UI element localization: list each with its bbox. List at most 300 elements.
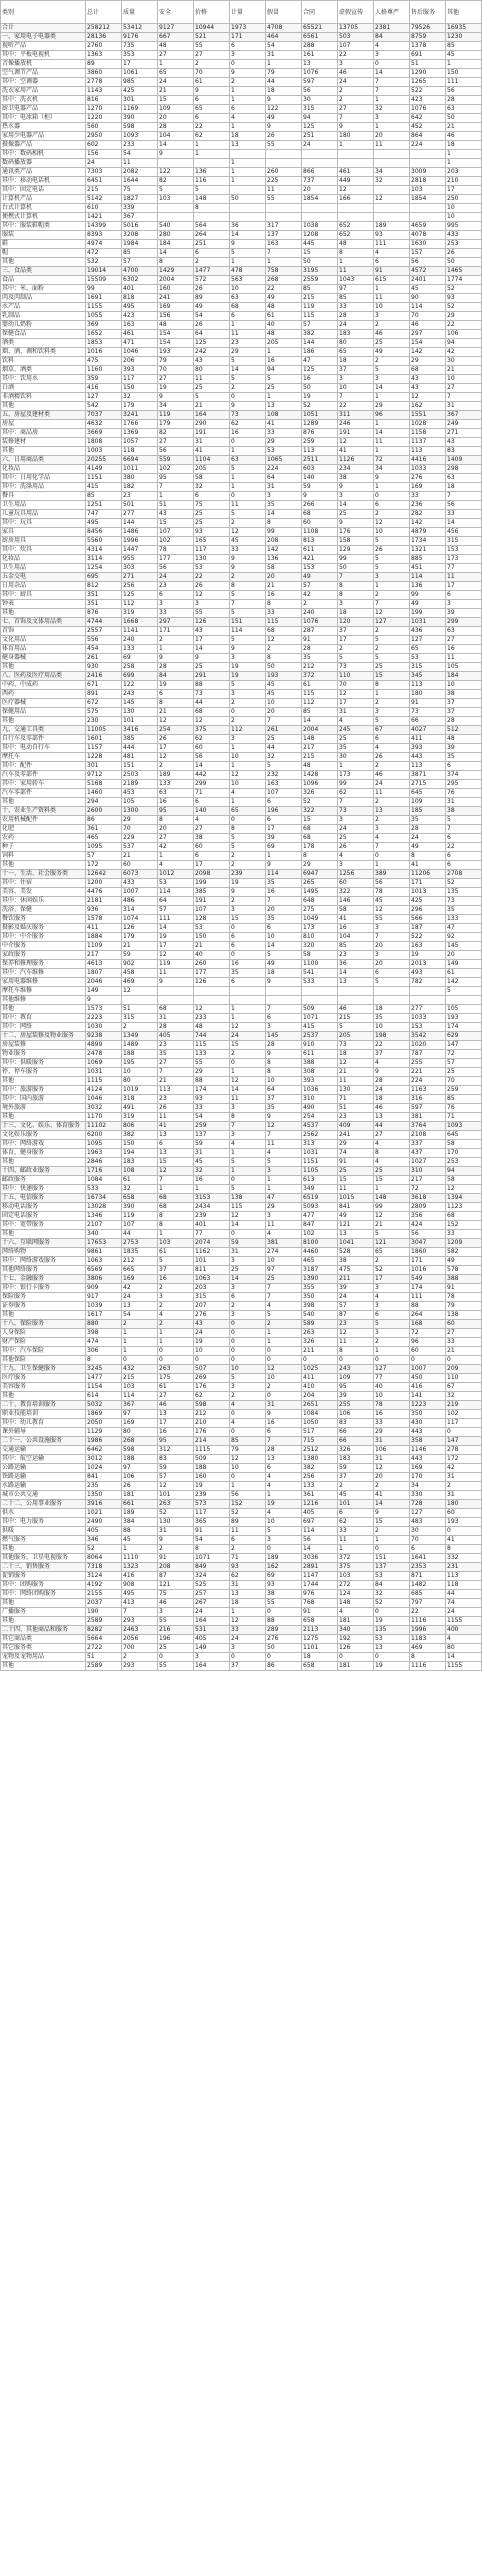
value-cell: 16 <box>266 1419 302 1428</box>
value-cell: 183 <box>338 1455 374 1464</box>
value-cell: 61 <box>446 969 482 978</box>
value-cell: 55 <box>158 1662 194 1671</box>
value-cell: 1808 <box>86 438 122 447</box>
value-cell: 5 <box>158 186 194 195</box>
value-cell: 2082 <box>122 168 158 177</box>
value-cell: 61 <box>158 1383 194 1392</box>
value-cell: 106 <box>446 330 482 339</box>
value-cell: 102 <box>158 465 194 474</box>
value-cell: 532 <box>86 258 122 267</box>
value-cell: 62 <box>230 1572 266 1581</box>
value-cell: 133 <box>194 1050 230 1059</box>
value-cell: 26 <box>374 546 410 555</box>
value-cell: 909 <box>86 1284 122 1293</box>
value-cell: 322 <box>302 807 338 816</box>
value-cell: 1151 <box>302 1158 338 1167</box>
value-cell: 326 <box>302 789 338 798</box>
value-cell: 0 <box>338 1653 374 1662</box>
value-cell: 73 <box>230 411 266 420</box>
value-cell: 3208 <box>122 231 158 240</box>
value-cell: 27 <box>158 51 194 60</box>
table-row <box>1 1023 482 1032</box>
table-row <box>1 456 482 465</box>
table-row <box>1 510 482 519</box>
value-cell: 85 <box>446 1095 482 1104</box>
value-cell: 3 <box>230 51 266 60</box>
value-cell: 282 <box>410 510 446 519</box>
value-cell: 112 <box>302 699 338 708</box>
table-row <box>1 1635 482 1644</box>
table-row <box>1 519 482 528</box>
value-cell: 37 <box>446 708 482 717</box>
value-cell: 212 <box>122 1257 158 1266</box>
value-cell: 138 <box>446 1311 482 1320</box>
value-cell: 108 <box>122 1167 158 1176</box>
value-cell: 1369 <box>122 429 158 438</box>
value-cell: 27 <box>194 51 230 60</box>
value-cell: 87 <box>158 1572 194 1581</box>
value-cell: 29 <box>410 357 446 366</box>
table-row <box>1 1509 482 1518</box>
value-cell: 11102 <box>86 1122 122 1131</box>
value-cell: 208 <box>158 1563 194 1572</box>
value-cell: 52 <box>446 285 482 294</box>
value-cell: 2 <box>230 384 266 393</box>
value-cell: 1 <box>266 852 302 861</box>
row-category-cell: 合计 <box>1 24 86 33</box>
row-category-cell: 其中：炊具 <box>1 546 86 555</box>
row-category-cell: 其他网络服务 <box>1 1266 86 1275</box>
value-cell: 27 <box>446 384 482 393</box>
row-category-cell: 其中：平板电视机 <box>1 51 86 60</box>
value-cell: 27 <box>158 834 194 843</box>
row-category-cell: 其中：电动自行车 <box>1 744 86 753</box>
value-cell: 40 <box>194 951 230 960</box>
value-cell: 54 <box>194 1113 230 1122</box>
value-cell: 1289 <box>302 420 338 429</box>
value-cell: 315 <box>302 105 338 114</box>
value-cell: 7 <box>374 87 410 96</box>
value-cell: 3 <box>266 1536 302 1545</box>
value-cell: 6 <box>446 834 482 843</box>
value-cell: 4460 <box>302 1248 338 1257</box>
value-cell: 51 <box>86 1653 122 1662</box>
value-cell: 102 <box>302 1230 338 1239</box>
value-cell: 910 <box>302 1041 338 1050</box>
value-cell: 191 <box>338 429 374 438</box>
value-cell: 5 <box>338 654 374 663</box>
row-category-cell: 其中：固定电话 <box>1 186 86 195</box>
value-cell: 3 <box>158 1608 194 1617</box>
value-cell: 135 <box>446 888 482 897</box>
column-header: 合同 <box>302 1 338 24</box>
value-cell: 315 <box>410 663 446 672</box>
value-cell: 1854 <box>302 195 338 204</box>
value-cell: 23 <box>122 492 158 501</box>
value-cell: 51 <box>410 60 446 69</box>
value-cell: 0 <box>230 1473 266 1482</box>
value-cell: 2037 <box>86 1599 122 1608</box>
value-cell: 1350 <box>86 1491 122 1500</box>
value-cell: 73 <box>338 807 374 816</box>
value-cell: 3 <box>230 1311 266 1320</box>
value-cell <box>266 996 302 1005</box>
value-cell: 185 <box>410 807 446 816</box>
value-cell: 4 <box>266 1302 302 1311</box>
value-cell: 78 <box>374 1401 410 1410</box>
value-cell: 17 <box>158 744 194 753</box>
value-cell: 2 <box>302 600 338 609</box>
value-cell: 3114 <box>86 555 122 564</box>
value-cell: 49 <box>374 348 410 357</box>
value-cell: 2818 <box>410 177 446 186</box>
value-cell: 56 <box>230 1491 266 1500</box>
value-cell: 203 <box>194 1284 230 1293</box>
value-cell: 597 <box>410 1104 446 1113</box>
value-cell: 22 <box>410 1608 446 1617</box>
table-row <box>1 1239 482 1248</box>
value-cell: 7 <box>266 1131 302 1140</box>
value-cell: 955 <box>122 555 158 564</box>
value-cell: 4899 <box>86 1041 122 1050</box>
value-cell: 41 <box>158 1122 194 1131</box>
value-cell: 2463 <box>122 1626 158 1635</box>
value-cell: 171 <box>410 879 446 888</box>
table-row <box>1 1176 482 1185</box>
value-cell: 42 <box>158 843 194 852</box>
value-cell: 661 <box>122 1500 158 1509</box>
value-cell: 102 <box>446 1410 482 1419</box>
value-cell: 264 <box>410 1311 446 1320</box>
value-cell: 3 <box>194 1653 230 1662</box>
value-cell: 1827 <box>122 195 158 204</box>
value-cell: 171 <box>410 1257 446 1266</box>
value-cell: 125 <box>122 591 158 600</box>
value-cell <box>410 987 446 996</box>
value-cell: 5 <box>374 978 410 987</box>
value-cell: 6200 <box>86 1131 122 1140</box>
table-row <box>1 1356 482 1365</box>
value-cell: 31 <box>374 1455 410 1464</box>
value-cell: 471 <box>122 339 158 348</box>
value-cell: 99 <box>86 285 122 294</box>
value-cell: 1041 <box>338 1239 374 1248</box>
value-cell: 1043 <box>338 276 374 285</box>
table-row <box>1 699 482 708</box>
value-cell: 99 <box>374 1203 410 1212</box>
value-cell: 32 <box>194 1167 230 1176</box>
table-row <box>1 1149 482 1158</box>
value-cell: 70 <box>338 681 374 690</box>
value-cell: 26 <box>158 1104 194 1113</box>
value-cell: 7303 <box>86 168 122 177</box>
value-cell: 31 <box>230 1581 266 1590</box>
value-cell: 5 <box>194 186 230 195</box>
value-cell <box>302 204 338 213</box>
value-cell: 3 <box>446 600 482 609</box>
value-cell: 2 <box>230 519 266 528</box>
value-cell: 26 <box>266 132 302 141</box>
value-cell: 891 <box>86 690 122 699</box>
value-cell: 3 <box>230 1284 266 1293</box>
row-category-cell: 促销服务 <box>1 1572 86 1581</box>
value-cell: 330 <box>410 1491 446 1500</box>
value-cell: 110 <box>446 1374 482 1383</box>
value-cell: 217 <box>86 951 122 960</box>
value-cell: 126 <box>194 978 230 987</box>
value-cell: 0 <box>446 1428 482 1437</box>
row-category-cell: 中药、中成药 <box>1 681 86 690</box>
value-cell: 6 <box>374 969 410 978</box>
value-cell: 114 <box>302 1527 338 1536</box>
table-row <box>1 114 482 123</box>
value-cell: 1046 <box>122 348 158 357</box>
value-cell: 32 <box>374 105 410 114</box>
value-cell: 12 <box>374 609 410 618</box>
value-cell: 5032 <box>86 1401 122 1410</box>
value-cell: 52 <box>302 402 338 411</box>
row-category-cell: 卫生用品 <box>1 501 86 510</box>
value-cell: 31 <box>446 402 482 411</box>
value-cell: 1 <box>158 1230 194 1239</box>
value-cell: 461 <box>122 330 158 339</box>
value-cell: 491 <box>122 1104 158 1113</box>
value-cell: 5 <box>446 816 482 825</box>
value-cell: 210 <box>446 177 482 186</box>
value-cell: 1146 <box>410 1446 446 1455</box>
table-row <box>1 1077 482 1086</box>
table-row <box>1 1518 482 1527</box>
value-cell: 56 <box>302 1536 338 1545</box>
table-row <box>1 276 482 285</box>
value-cell: 146 <box>338 897 374 906</box>
value-cell <box>230 150 266 159</box>
value-cell: 27 <box>194 825 230 834</box>
value-cell: 241 <box>338 1131 374 1140</box>
value-cell: 113 <box>158 1086 194 1095</box>
value-cell: 415 <box>86 483 122 492</box>
value-cell: 4 <box>266 1230 302 1239</box>
value-cell: 509 <box>194 1455 230 1464</box>
value-cell: 88 <box>122 1527 158 1536</box>
value-cell: 35 <box>410 816 446 825</box>
value-cell: 62 <box>230 420 266 429</box>
value-cell: 153 <box>302 564 338 573</box>
value-cell: 31 <box>194 438 230 447</box>
value-cell: 319 <box>122 609 158 618</box>
value-cell: 46 <box>374 771 410 780</box>
value-cell <box>302 987 338 996</box>
value-cell: 2434 <box>194 1203 230 1212</box>
value-cell: 19 <box>158 933 194 942</box>
table-row <box>1 312 482 321</box>
table-row <box>1 789 482 798</box>
value-cell: 8 <box>374 1149 410 1158</box>
table-row <box>1 1410 482 1419</box>
value-cell: 21 <box>446 123 482 132</box>
value-cell: 23 <box>338 951 374 960</box>
value-cell: 6302 <box>122 276 158 285</box>
value-cell: 3 <box>374 312 410 321</box>
value-cell: 8 <box>302 852 338 861</box>
value-cell: 16 <box>266 357 302 366</box>
value-cell: 19 <box>194 1338 230 1347</box>
value-cell: 315 <box>446 537 482 546</box>
value-cell: 65 <box>194 105 230 114</box>
value-cell: 259 <box>194 1122 230 1131</box>
value-cell: 67 <box>446 1383 482 1392</box>
value-cell: 388 <box>446 1275 482 1284</box>
value-cell: 0 <box>230 1347 266 1356</box>
row-category-cell: 其中：快递服务 <box>1 1185 86 1194</box>
value-cell: 33 <box>194 1104 230 1113</box>
value-cell: 1 <box>230 321 266 330</box>
value-cell: 57 <box>86 852 122 861</box>
value-cell: 25 <box>338 735 374 744</box>
value-cell: 3 <box>338 492 374 501</box>
value-cell: 68 <box>302 834 338 843</box>
value-cell: 63 <box>446 627 482 636</box>
value-cell: 1209 <box>446 1239 482 1248</box>
value-cell: 10 <box>374 303 410 312</box>
value-cell: 9 <box>266 1050 302 1059</box>
column-header: 售后服务 <box>410 1 446 24</box>
value-cell: 540 <box>158 222 194 231</box>
value-cell: 148 <box>194 195 230 204</box>
row-category-cell: 摄影及婚庆服务 <box>1 924 86 933</box>
value-cell: 80 <box>338 339 374 348</box>
table-row <box>1 1482 482 1491</box>
value-cell: 138 <box>230 1194 266 1203</box>
value-cell: 11005 <box>86 726 122 735</box>
value-cell: 171 <box>158 627 194 636</box>
value-cell: 13 <box>338 1230 374 1239</box>
value-cell: 15 <box>230 915 266 924</box>
value-cell: 109 <box>158 105 194 114</box>
value-cell: 1033 <box>410 1014 446 1023</box>
value-cell: 236 <box>410 501 446 510</box>
row-category-cell: 城市公共交通 <box>1 1491 86 1500</box>
value-cell: 181 <box>122 1491 158 1500</box>
value-cell: 33 <box>446 1230 482 1239</box>
value-cell <box>338 996 374 1005</box>
value-cell: 114 <box>158 888 194 897</box>
value-cell: 4 <box>374 249 410 258</box>
value-cell: 1033 <box>410 465 446 474</box>
value-cell: 490 <box>302 1104 338 1113</box>
table-row <box>1 42 482 51</box>
value-cell: 393 <box>302 1077 338 1086</box>
value-cell: 6 <box>158 591 194 600</box>
value-cell: 191 <box>194 897 230 906</box>
value-cell: 21 <box>122 942 158 951</box>
value-cell <box>410 159 446 168</box>
value-cell: 1 <box>158 1185 194 1194</box>
table-row <box>1 600 482 609</box>
value-cell: 50 <box>230 195 266 204</box>
value-cell: 301 <box>86 762 122 771</box>
value-cell: 2 <box>338 1482 374 1491</box>
table-row <box>1 1257 482 1266</box>
column-header: 虚假宣传 <box>338 1 374 24</box>
value-cell: 1071 <box>194 1554 230 1563</box>
value-cell: 204 <box>302 1392 338 1401</box>
value-cell: 38 <box>338 1257 374 1266</box>
value-cell: 8282 <box>86 1626 122 1635</box>
value-cell: 8 <box>158 816 194 825</box>
value-cell: 7 <box>230 600 266 609</box>
value-cell: 56 <box>194 753 230 762</box>
value-cell <box>338 213 374 222</box>
value-cell: 151 <box>230 618 266 627</box>
value-cell: 172 <box>446 1455 482 1464</box>
value-cell: 224 <box>410 141 446 150</box>
value-cell: 91 <box>374 267 410 276</box>
value-cell: 1254 <box>86 564 122 573</box>
value-cell: 11 <box>338 1338 374 1347</box>
value-cell: 0 <box>266 1392 302 1401</box>
value-cell: 62 <box>194 1392 230 1401</box>
value-cell: 1061 <box>122 69 158 78</box>
value-cell: 351 <box>86 600 122 609</box>
value-cell: 3032 <box>86 1104 122 1113</box>
value-cell: 189 <box>266 1554 302 1563</box>
table-row <box>1 546 482 555</box>
value-cell: 56 <box>158 447 194 456</box>
value-cell: 0 <box>230 1356 266 1365</box>
value-cell: 0 <box>374 1545 410 1554</box>
value-cell: 1 <box>194 150 230 159</box>
value-cell: 3 <box>374 51 410 60</box>
value-cell: 28 <box>158 663 194 672</box>
table-row <box>1 1473 482 1482</box>
value-cell: 187 <box>410 924 446 933</box>
value-cell: 91 <box>338 1158 374 1167</box>
value-cell: 4 <box>266 1509 302 1518</box>
table-row <box>1 285 482 294</box>
value-cell: 3 <box>374 375 410 384</box>
row-category-cell: 饮料 <box>1 357 86 366</box>
value-cell: 133 <box>122 645 158 654</box>
value-cell: 28 <box>158 123 194 132</box>
row-category-cell: 保险服务 <box>1 1293 86 1302</box>
value-cell: 2557 <box>86 627 122 636</box>
value-cell: 119 <box>158 411 194 420</box>
table-row <box>1 1338 482 1347</box>
value-cell: 14 <box>374 1500 410 1509</box>
value-cell: 864 <box>410 132 446 141</box>
table-row <box>1 1302 482 1311</box>
value-cell: 1807 <box>86 969 122 978</box>
row-category-cell: 供水 <box>1 1509 86 1518</box>
value-cell: 62 <box>338 789 374 798</box>
value-cell: 5093 <box>302 1203 338 1212</box>
value-cell: 11 <box>158 969 194 978</box>
value-cell: 177 <box>158 555 194 564</box>
value-cell: 2050 <box>86 1419 122 1428</box>
value-cell: 144 <box>302 339 338 348</box>
value-cell: 0 <box>230 1059 266 1068</box>
value-cell: 9 <box>266 123 302 132</box>
table-row <box>1 879 482 888</box>
value-cell: 34 <box>158 402 194 411</box>
value-cell: 11 <box>338 1185 374 1194</box>
value-cell: 3 <box>266 1023 302 1032</box>
value-cell: 298 <box>446 465 482 474</box>
value-cell: 1141 <box>122 627 158 636</box>
row-category-cell: 其他 <box>1 1230 86 1239</box>
value-cell: 14 <box>302 717 338 726</box>
